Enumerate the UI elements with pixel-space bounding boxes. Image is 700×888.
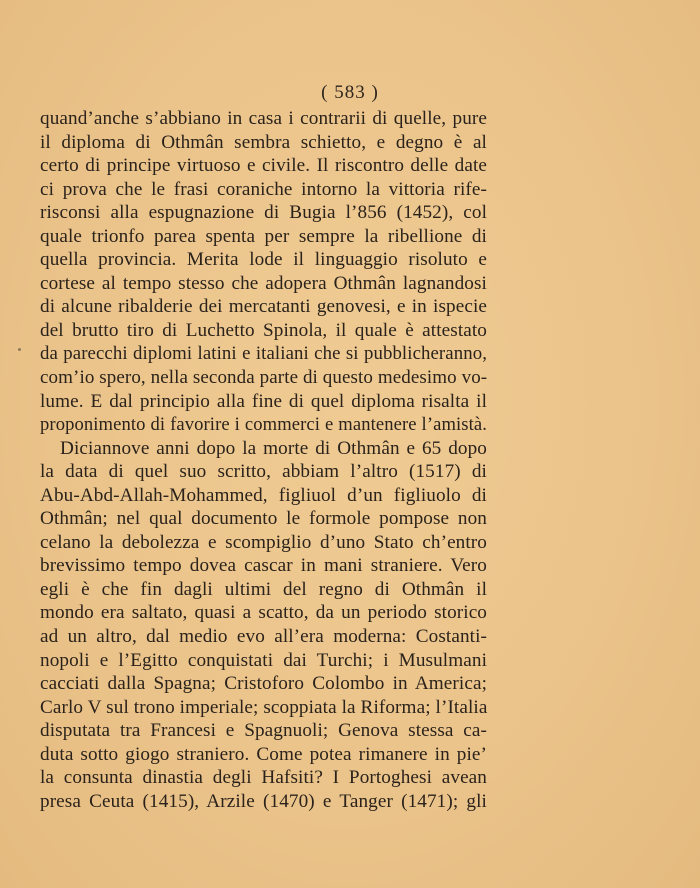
- text-line: ci prova che le frasi coraniche intorno la vittoria rife-: [40, 178, 487, 200]
- text-line: presa Ceuta (1415), Arzile (1470) e Tanger (1471); gli: [40, 790, 487, 812]
- text-line: com’io spero, nella seconda parte di questo medesimo vo-: [40, 367, 488, 389]
- page-number: ( 583 ): [321, 82, 379, 103]
- body-text: [40, 107, 487, 813]
- text-line: la data di quel suo scritto, abbiam l’altro (1517) di: [40, 461, 487, 483]
- text-line: brevissimo tempo dovea cascar in mani straniere. Vero: [40, 555, 487, 577]
- text-line: certo di principe virtuoso e civile. Il riscontro delle date: [40, 155, 487, 177]
- text-line: Carlo V sul trono imperiale; scoppiata la Riforma; l’Italia: [40, 696, 488, 718]
- text-line: Diciannove anni dopo la morte di Othmân e 65 dopo: [60, 437, 487, 459]
- text-line: del brutto tiro di Luchetto Spinola, il quale è attestato: [40, 319, 487, 341]
- text-line: di alcune ribalderie dei mercatanti genovesi, e in ispecie: [40, 296, 487, 318]
- margin-mark: [18, 348, 21, 351]
- text-line: cacciati dalla Spagna; Cristoforo Colombo in America;: [40, 673, 487, 695]
- text-line: da parecchi diplomi latini e italiani che si pubblicheranno,: [40, 343, 487, 365]
- text-line: proponimento di favorire i commerci e mantenere l’amistà.: [40, 414, 487, 436]
- text-line: quale trionfo parea spenta per sempre la ribellione di: [40, 225, 487, 247]
- text-line: Othmân; nel qual documento le formole pompose non: [40, 508, 487, 530]
- text-line: disputata tra Francesi e Spagnuoli; Genova stessa ca-: [40, 720, 487, 742]
- text-line: quella provincia. Merita lode il linguaggio risoluto e: [40, 249, 487, 271]
- text-line: duta sotto giogo straniero. Come potea rimanere in pie’: [40, 743, 487, 765]
- text-line: il diploma di Othmân sembra schietto, e degno è al: [40, 131, 487, 153]
- text-line: lume. E dal principio alla fine di quel diploma risalta il: [40, 390, 487, 412]
- text-line: Abu-Abd-Allah-Mohammed, figliuol d’un figliuolo di: [40, 484, 487, 506]
- text-line: la consunta dinastia degli Hafsiti? I Portoghesi avean: [40, 767, 487, 789]
- text-line: risconsi alla espugnazione di Bugia l’856 (1452), col: [40, 202, 487, 224]
- text-line: egli è che fin dagli ultimi del regno di Othmân il: [40, 578, 487, 600]
- text-line: ad un altro, dal medio evo all’era moderna: Costanti-: [40, 626, 487, 648]
- text-line: nopoli e l’Egitto conquistati dai Turchi; i Musulmani: [40, 649, 487, 671]
- text-line: celano la debolezza e scompiglio d’uno Stato ch’entro: [40, 531, 487, 553]
- text-line: mondo era saltato, quasi a scatto, da un periodo storico: [40, 602, 487, 624]
- text-line: quand’anche s’abbiano in casa i contrarii di quelle, pure: [40, 108, 487, 129]
- text-line: cortese al tempo stesso che adopera Othmân lagnandosi: [40, 272, 487, 294]
